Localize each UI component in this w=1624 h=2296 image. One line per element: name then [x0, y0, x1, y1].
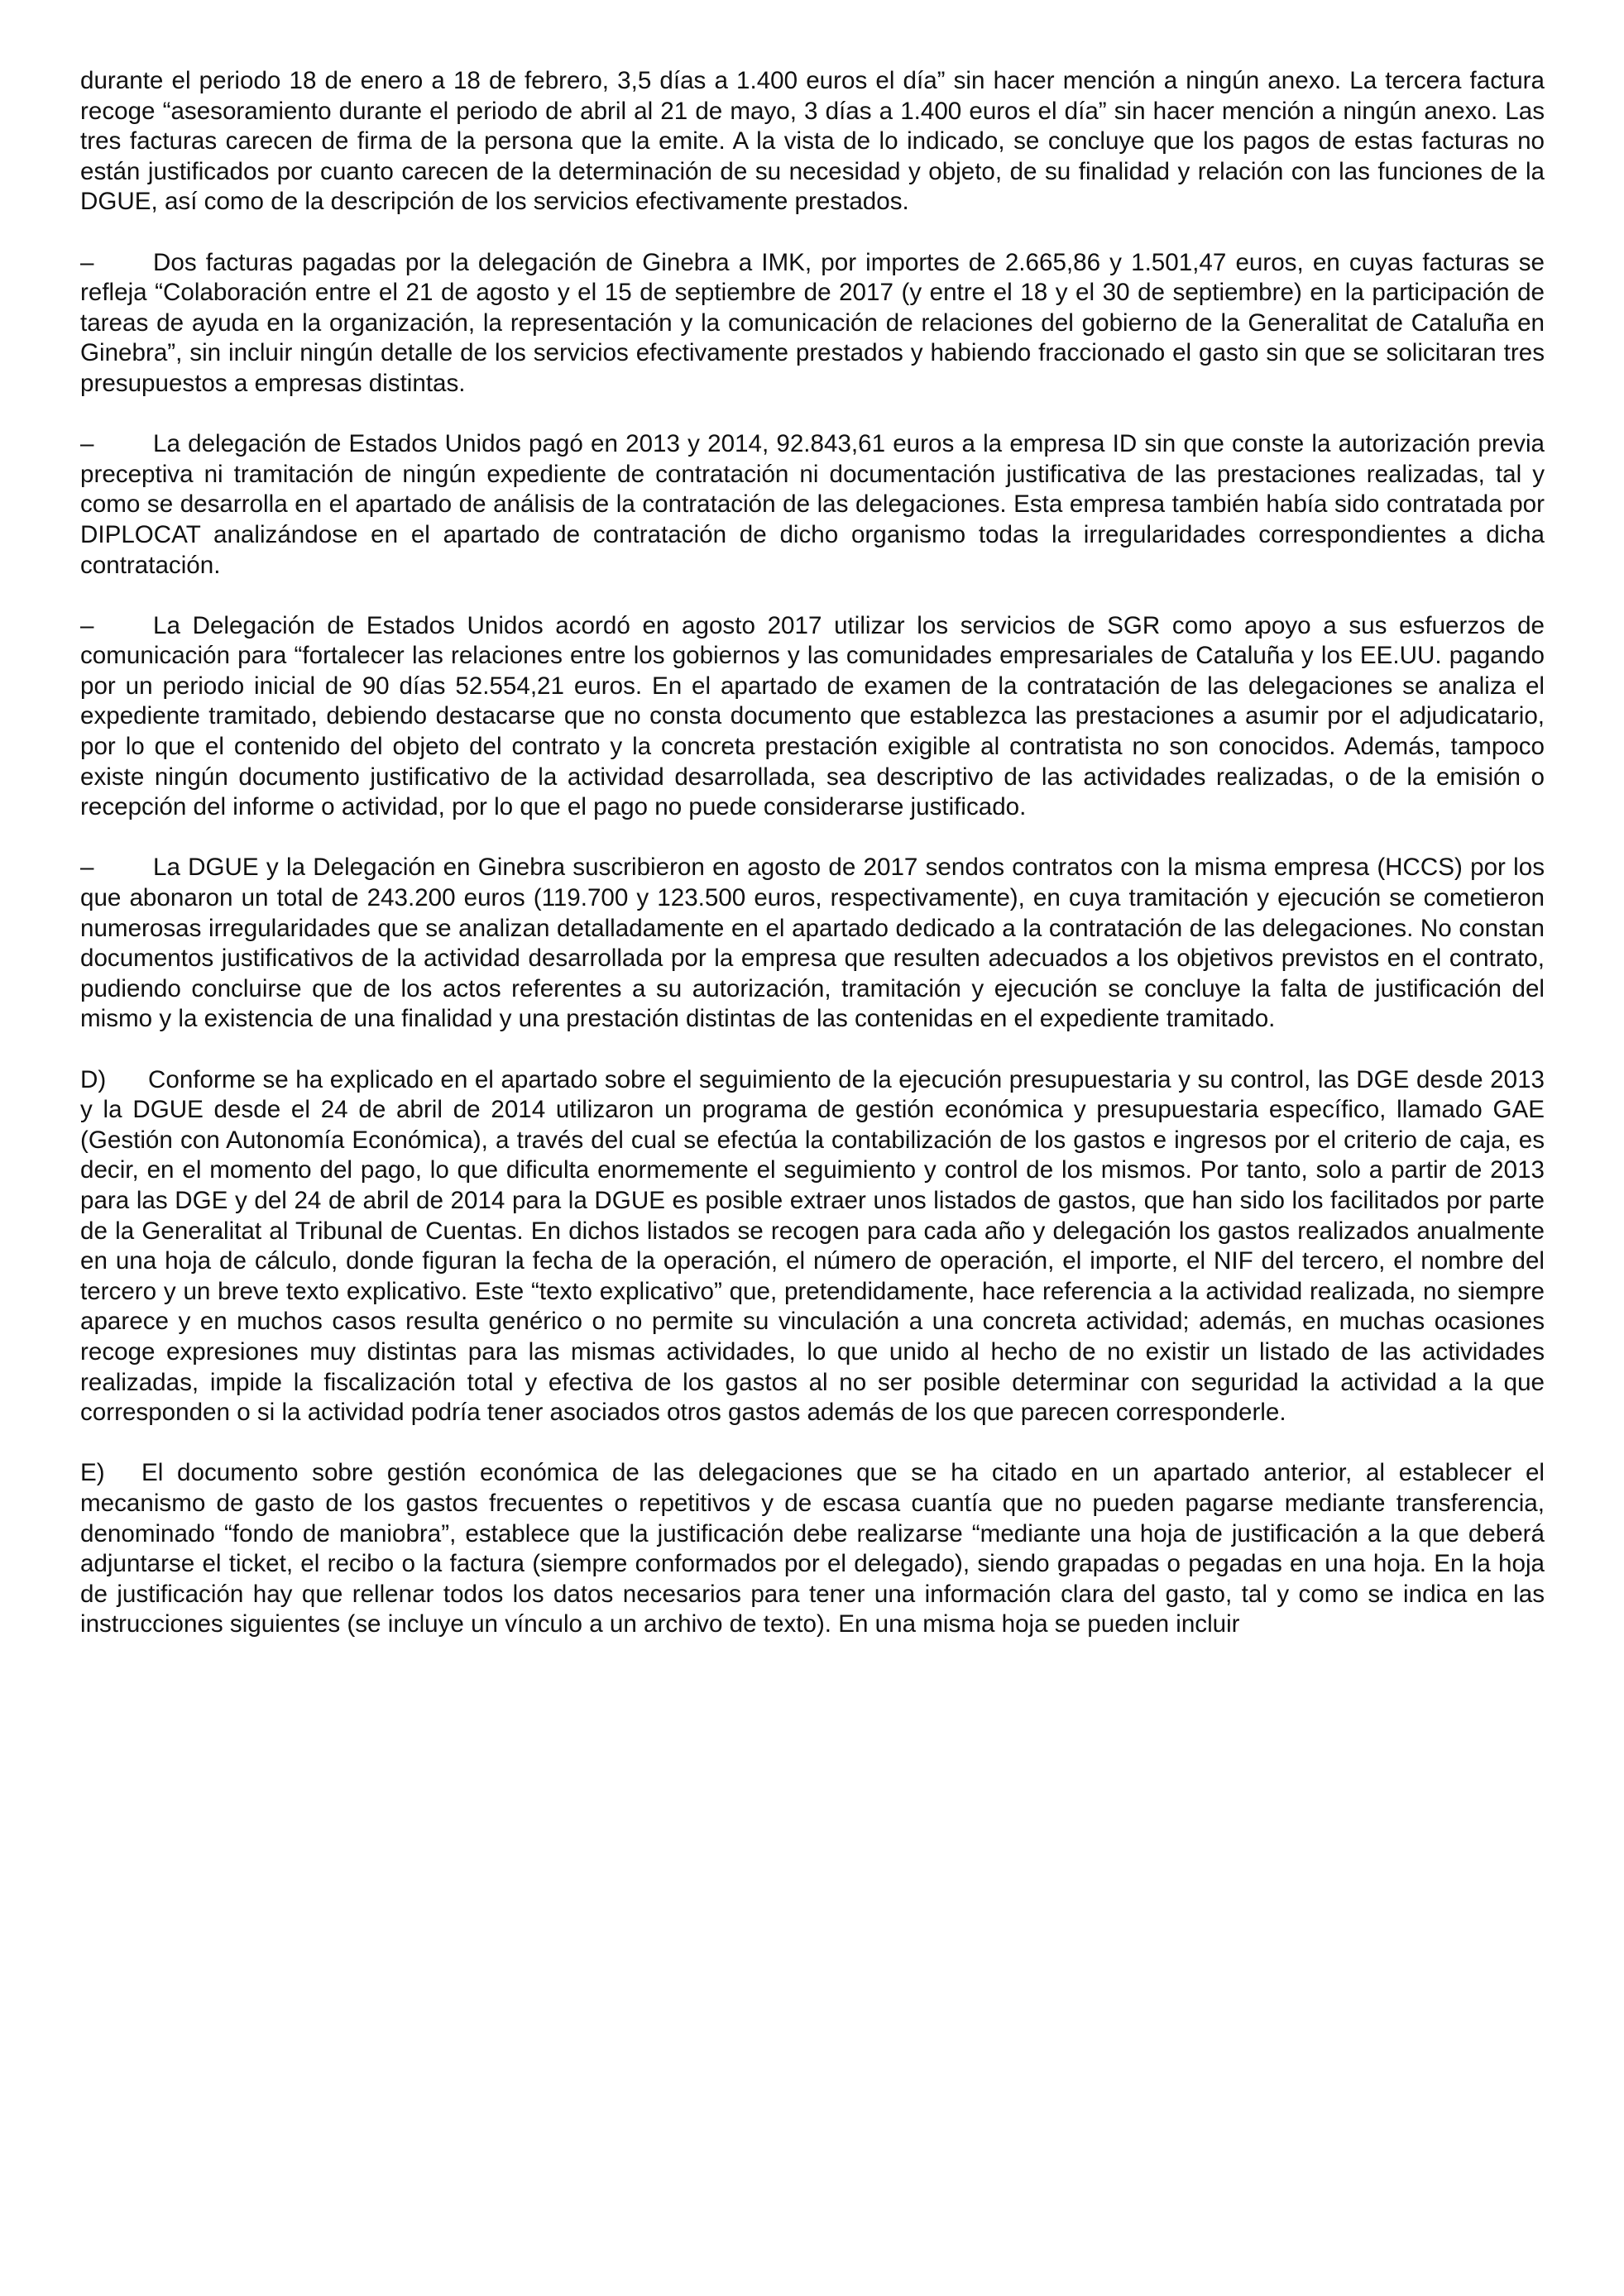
- bullet-paragraph-id: [80, 429, 1545, 581]
- bullet-paragraph-sgr: [80, 611, 1545, 823]
- paragraph-text: El documento sobre gestión económica de las delegaciones que se ha citado en un apartado anterior, al establecer el mecanismo de gasto de los gastos frecuentes o repetitivos y de escasa cuantía que no pueden pagarse mediante transferencia, denominado “fondo de maniobra”, establece que la justificación debe realizarse “mediante una hoja de justificación a la que deberá adjuntarse el ticket, el recibo o la factura (siempre conformados por el delegado), siendo grapadas o pegadas en una hoja. En la hoja de justificación hay que rellenar todos los datos necesarios para tener una información clara del gasto, tal y como se indica en las instrucciones siguientes (se incluye un vínculo a un archivo de texto). En una misma hoja se pueden incluir: [80, 1459, 1545, 1638]
- paragraph-text: La delegación de Estados Unidos pagó en 2013 y 2014, 92.843,61 euros a la empresa ID sin que conste la autorización previa preceptiva ni tramitación de ningún expediente de contratación ni documentación justificativa de las prestaciones realizadas, tal y como se desarrolla en el apartado de análisis de la contratación de las delegaciones. Esta empresa también había sido contratada por DIPLOCAT analizándose en el apartado de contratación de dicho organismo todas la irregularidades correspondientes a dicha contratación.: [80, 430, 1545, 579]
- paragraph-text: Conforme se ha explicado en el apartado sobre el seguimiento de la ejecución presupuestaria y su control, las DGE desde 2013 y la DGUE desde el 24 de abril de 2014 utilizaron un programa de gestión económica y presupuestaria específico, llamado GAE (Gestión con Autonomía Económica), a través del cual se efectúa la contabilización de los gastos e ingresos por el criterio de caja, es decir, en el momento del pago, lo que dificulta enormemente el seguimiento y control de los mismos. Por tanto, solo a partir de 2013 para las DGE y del 24 de abril de 2014 para la DGUE es posible extraer unos listados de gastos, que han sido los facilitados por parte de la Generalitat al Tribunal de Cuentas. En dichos listados se recogen para cada año y delegación los gastos realizados anualmente en una hoja de cálculo, donde figuran la fecha de la operación, el número de operación, el importe, el NIF del tercero, el nombre del tercero y un breve texto explicativo. Este “texto explicativo” que, pretendidamente, hace referencia a la actividad realizada, no siempre aparece y en muchos casos resulta genérico o no permite su vinculación a una concreta actividad; además, en muchas ocasiones recoge expresiones muy distintas para las mismas actividades, lo que unido al hecho de no existir un listado de las actividades realizadas, impide la fiscalización total y efectiva de los gastos al no ser posible determinar con seguridad la actividad a la que corresponden o si la actividad podría tener asociados otros gastos además de los que parecen corresponderle.: [80, 1065, 1545, 1427]
- section-letter: D): [80, 1065, 107, 1093]
- paragraph-text: La DGUE y la Delegación en Ginebra suscribieron en agosto de 2017 sendos contratos con la misma empresa (HCCS) por los que abonaron un total de 243.200 euros (119.700 y 123.500 euros, respectivamente), en cuya tramitación y ejecución se cometieron numerosas irregularidades que se analizan detalladamente en el apartado dedicado a la contratación de las delegaciones. No constan documentos justificativos de la actividad desarrollada por la empresa que resulten adecuados a los objetivos previstos en el contrato, pudiendo concluirse que de los actos referentes a su autorización, tramitación y ejecución se concluye la falta de justificación del mismo y la existencia de una finalidad y una prestación distintas de las contenidas en el expediente tramitado.: [80, 854, 1545, 1033]
- paragraph-continuation: [80, 66, 1545, 218]
- bullet-paragraph-imk: [80, 248, 1545, 399]
- bullet-dash: –: [80, 854, 94, 882]
- paragraph-text: La Delegación de Estados Unidos acordó en agosto 2017 utilizar los servicios de SGR como apoyo a sus esfuerzos de comunicación para “fortalecer las relaciones entre los gobiernos y las comunidades empresariales de Cataluña y los EE.UU. pagando por un periodo inicial de 90 días 52.554,21 euros. En el apartado de examen de la contratación de las delegaciones se analiza el expediente tramitado, debiendo destacarse que no consta documento que establezca las prestaciones a asumir por el adjudicatario, por lo que el contenido del objeto del contrato y la concreta prestación exigible al contratista no son conocidos. Además, tampoco existe ningún documento justificativo de la actividad desarrollada, sea descriptivo de las actividades realizadas, o de la emisión o recepción del informe o actividad, por lo que el pago no puede considerarse justificado.: [80, 611, 1545, 821]
- bullet-paragraph-hccs: [80, 853, 1545, 1035]
- section-letter: E): [80, 1459, 105, 1487]
- paragraph-text: Dos facturas pagadas por la delegación de Ginebra a IMK, por importes de 2.665,86 y 1.501,47 euros, en cuyas facturas se refleja “Colaboración entre el 21 de agosto y el 15 de septiembre de 2017 (y entre el 18 y el 30 de septiembre) en la participación de tareas de ayuda en la organización, la representación y la comunicación de relaciones del gobierno de la Generalitat de Cataluña en Ginebra”, sin incluir ningún detalle de los servicios efectivamente prestados y habiendo fraccionado el gasto sin que se solicitaran tres presupuestos a empresas distintas.: [80, 248, 1545, 397]
- bullet-dash: –: [80, 430, 94, 458]
- section-paragraph-d: [80, 1065, 1545, 1428]
- bullet-dash: –: [80, 611, 94, 639]
- paragraph-text: durante el periodo 18 de enero a 18 de febrero, 3,5 días a 1.400 euros el día” sin hacer mención a ningún anexo. La tercera factura recoge “asesoramiento durante el periodo de abril al 21 de mayo, 3 días a 1.400 euros el día” sin hacer mención a ningún anexo. Las tres facturas carecen de firma de la persona que la emite. A la vista de lo indicado, se concluye que los pagos de estas facturas no están justificados por cuanto carecen de la determinación de su necesidad y objeto, de su finalidad y relación con las funciones de la DGUE, así como de la descripción de los servicios efectivamente prestados.: [80, 67, 1545, 216]
- section-paragraph-e: [80, 1458, 1545, 1640]
- bullet-dash: –: [80, 248, 94, 276]
